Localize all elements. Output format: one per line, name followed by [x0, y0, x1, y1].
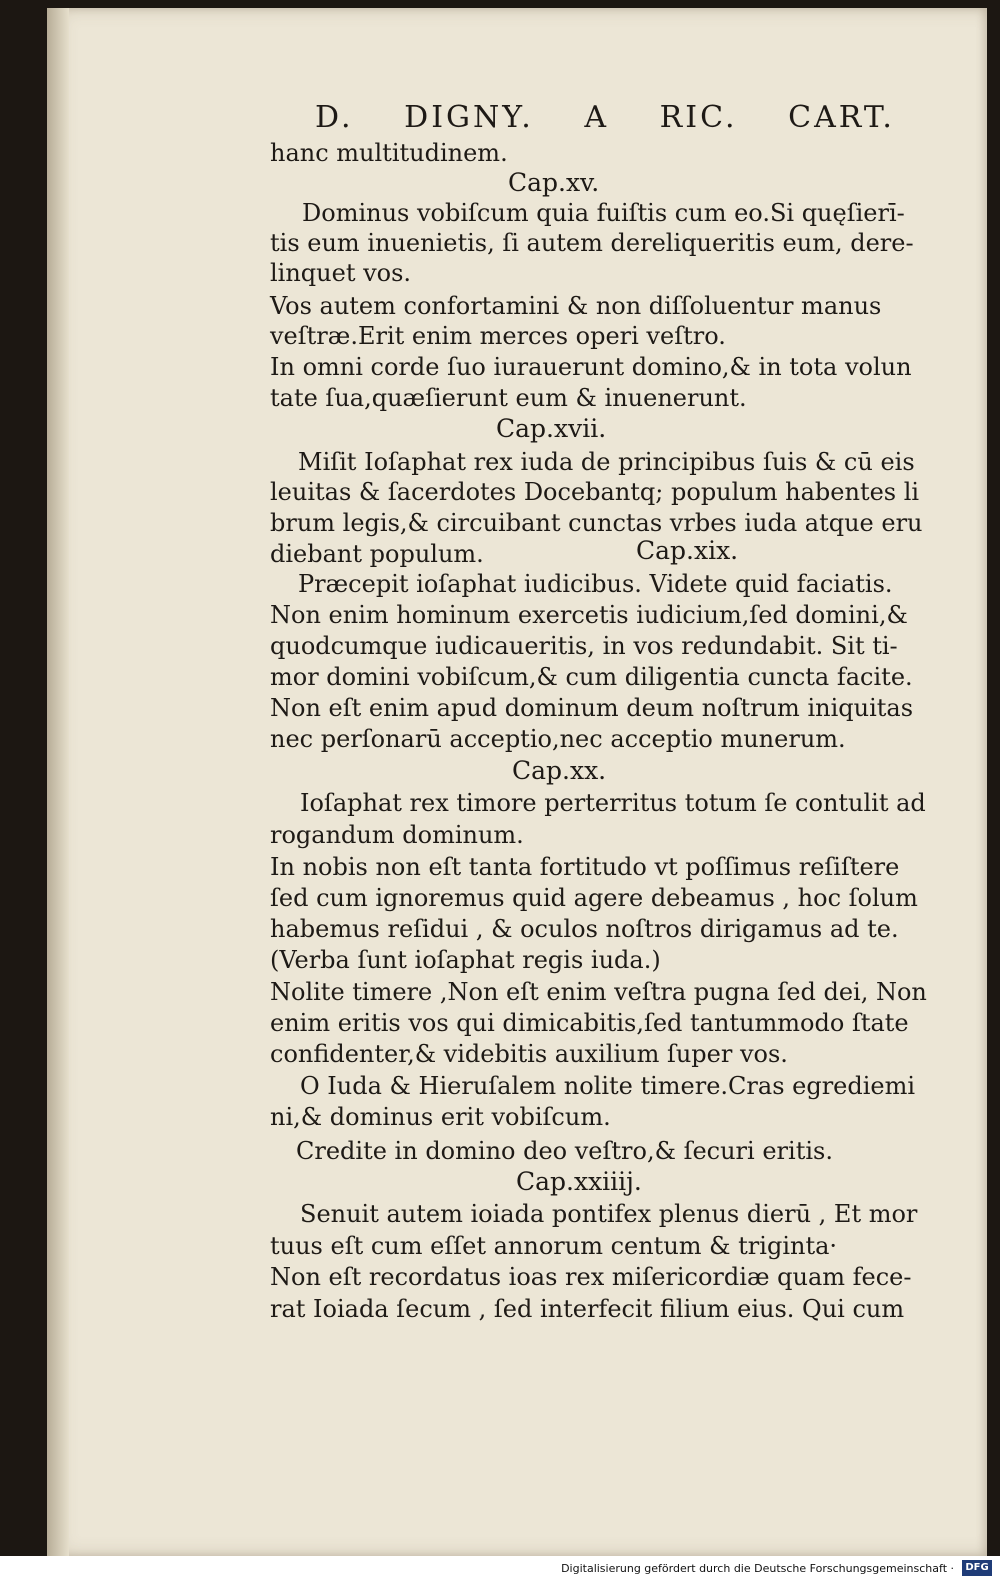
text-line: diebant populum. [270, 540, 484, 568]
running-head-word: DIGNY. [404, 100, 534, 135]
text-line: leuitas & ſacerdotes Docebantq; populum habentes li [270, 478, 920, 506]
text-line: tate ſua,quæſierunt eum & inuenerunt. [270, 384, 747, 412]
text-line: Non eſt enim apud dominum deum noſtrum iniquitas [270, 694, 914, 722]
running-head-word: RIC. [659, 100, 738, 135]
text-line: brum legis,& circuibant cunctas vrbes iuda atque eru [270, 509, 923, 537]
text-line: Dominus vobiſcum quia fuiſtis cum eo.Si quęſierī- [302, 199, 905, 227]
running-head-word: CART. [788, 100, 895, 135]
chapter-heading: Cap.xix. [636, 536, 739, 565]
page-gutter-shadow [47, 8, 69, 1556]
text-line: Non enim hominum exercetis iudicium,ſed domini,& [270, 601, 908, 629]
text-line: (Verba ſunt ioſaphat regis iuda.) [270, 946, 661, 974]
running-head-word: D. [315, 100, 354, 135]
text-line: O Iuda & Hieruſalem nolite timere.Cras egrediemi [300, 1072, 916, 1100]
text-line: Senuit autem ioiada pontifex plenus dierū , Et mor [300, 1200, 918, 1228]
text-line: Ioſaphat rex timore perterritus totum ſe contulit ad [300, 789, 926, 817]
text-line: Credite in domino deo veſtro,& ſecuri eritis. [296, 1137, 833, 1165]
text-line: habemus reſidui , & oculos noſtros dirigamus ad te. [270, 915, 899, 943]
text-line: nec perſonarū acceptio,nec acceptio munerum. [270, 725, 846, 753]
chapter-heading: Cap.xv. [508, 168, 600, 197]
text-line: In nobis non eſt tanta fortitudo vt poſſimus reſiſtere [270, 853, 900, 881]
chapter-heading: Cap.xx. [512, 756, 607, 785]
text-line: Præcepit ioſaphat iudicibus. Videte quid faciatis. [298, 570, 893, 598]
text-line: enim eritis vos qui dimicabitis,ſed tantummodo ſtate [270, 1009, 909, 1037]
text-line: tis eum inuenietis, ſi autem dereliqueritis eum, dere- [270, 229, 914, 257]
text-line: ſed cum ignoremus quid agere debeamus , hoc ſolum [270, 884, 918, 912]
funding-credit: Digitalisierung gefördert durch die Deutsche Forschungsgemeinschaft · [561, 1562, 954, 1575]
text-line: rat Ioiada ſecum , ſed interfecit filium eius. Qui cum [270, 1295, 905, 1323]
chapter-heading: Cap.xxiiij. [516, 1167, 642, 1196]
running-head-word: A [584, 100, 610, 135]
chapter-heading: Cap.xvii. [496, 414, 607, 443]
text-line: confidenter,& videbitis auxilium ſuper vos. [270, 1040, 788, 1068]
text-line: mor domini vobiſcum,& cum diligentia cuncta facite. [270, 663, 913, 691]
text-line: quodcumque iudicaueritis, in vos redundabit. Sit ti- [270, 632, 898, 660]
text-line: In omni corde ſuo iurauerunt domino,& in tota volun [270, 353, 912, 381]
text-line: Miſit Ioſaphat rex iuda de principibus ſuis & cū eis [298, 448, 915, 476]
digitization-footer [0, 1556, 1000, 1587]
text-line: veſtræ.Erit enim merces operi veſtro. [270, 322, 726, 350]
dfg-logo: DFG [962, 1560, 992, 1576]
text-line: linquet vos. [270, 259, 412, 287]
running-head [315, 100, 895, 135]
text-line: Vos autem confortamini & non diſſoluentur manus [270, 292, 882, 320]
text-line: tuus eſt cum eſſet annorum centum & triginta· [270, 1232, 838, 1260]
text-line: rogandum dominum. [270, 821, 524, 849]
text-line: ni,& dominus erit vobiſcum. [270, 1103, 611, 1131]
text-line: hanc multitudinem. [270, 139, 508, 167]
text-line: Non eſt recordatus ioas rex miſericordiæ quam fece- [270, 1263, 912, 1291]
text-line: Nolite timere ,Non eſt enim veſtra pugna ſed dei, Non [270, 978, 927, 1006]
